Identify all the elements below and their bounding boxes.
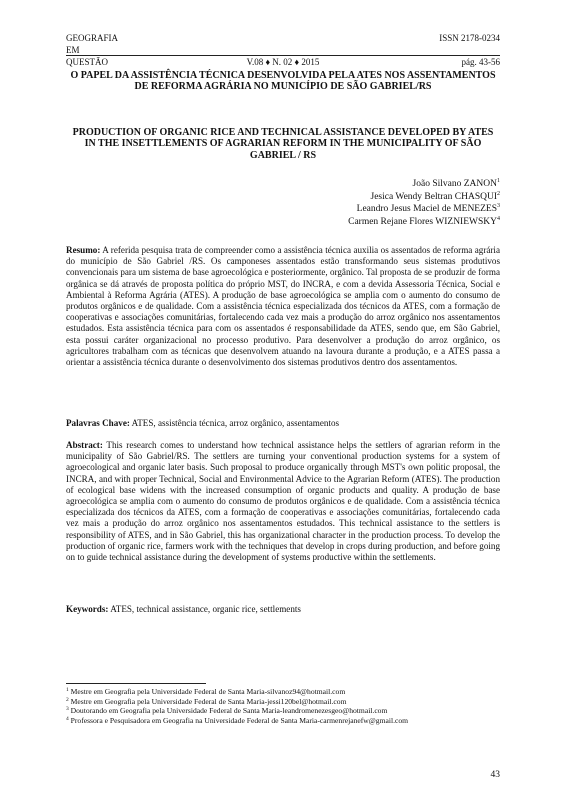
volume-info: V.08 ♦ N. 02 ♦ 2015 [246, 57, 320, 67]
footnote: $^1$ Mestre em Geografia pela Universidade Federal de Santa Maria-silvanoz94@hotmail.com [66, 687, 346, 696]
journal-name-questao: QUESTÃO [66, 57, 108, 67]
palavras-label: Palavras Chave: [66, 418, 130, 428]
author-list [200, 178, 500, 228]
palavras-text: ATES, assistência técnica, arroz orgânico, assentamentos [129, 418, 340, 428]
abstract-paragraph [66, 440, 500, 563]
resumo-paragraph [66, 245, 500, 368]
abstract-label: Abstract: [66, 440, 103, 450]
footnote: $^2$ Mestre em Geografia pela Universidade Federal de Santa Maria-jessi120bel@hotmail.com [66, 696, 347, 706]
footnote: $^4$ Professora e Pesquisadora em Geografia na Universidade Federal de Santa Maria-carmenrejanefw@gmail.com [66, 715, 409, 725]
keywords-text: ATES, technical assistance, organic rice, settlements [108, 604, 301, 614]
title-english: PRODUCTION OF ORGANIC RICE AND TECHNICAL ASSISTANCE DEVELOPED BY ATES IN THE INSETTLEMENTS OF AGRARIAN REFORM IN THE MUNICIPALITY OF SÃO GABRIEL / RS [72, 127, 494, 161]
abstract-text: This research comes to understand how technical assistance helps the settlers of agrarian reform in the municipality of São Gabriel/RS. The settlers are turning your conventional production systems for a system of agroecological and organic later basis. Such proposal to produce organically through MST's own politic proposal, the INCRA, and with proper Technical, Social and Environmental Advice to the Agrarian Reform (ATES). The production of ecological base widens with the increased consumption of organic products and quality. A produção de base agroecológica se amplia com o aumento do consumo de produtos orgânicos e de qualidade. Com a assistência técnica especializada dos técnicos da ATES, com a formação de cooperativas e associações comunitárias, fortalecendo cada vez mais a produção do arroz orgânico nos assentamentos estudados. This technical assistance to the settlers is responsibility of ATES, and in São Gabriel, this has organizational character in the production process. To develop the production of organic rice, farmers work with the techniques that develop in crops during production, and before going on to guide technical assistance during the development of systems productive within the settlements. [66, 440, 500, 563]
journal-name: GEOGRAFIA [66, 33, 119, 43]
author: Leandro Jesus Maciel de MENEZES$^3$ [356, 203, 500, 214]
page-range: pág. 43-56 [461, 57, 500, 67]
resumo-label: Resumo: [66, 245, 101, 255]
resumo-text: A referida pesquisa trata de compreender como a assistência técnica auxilia os assentados de reforma agrária do município de São Gabriel /RS. Os camponeses assentados estão transformando seus sistemas produtivos convencionais para um sistema de base agroecológica e posteriormente, orgânico. Tal proposta de se produzir de forma orgânica se dá através de proposta política do próprio MST, do INCRA, e com a devida Assessoria Técnica, Social e Ambiental à Reforma Agrária (ATES). A produção de base agroecológica se amplia com o aumento do consumo de produtos orgânicos e de qualidade. Com a assistência técnica especializada dos técnicos da ATES, com a formação de cooperativas e associações comunitárias, fortalecendo cada vez mais a produção do arroz orgânico nos assentamentos estudados. Esta assistência técnica para com os assentados é responsabilidade da ATES, sendo que, em São Gabriel, esta possui caráter organizacional no processo produtivo. Para desenvolver a produção do arroz orgânico, os agricultores trabalham com as técnicas que desenvolvem atuando na lavoura durante a produção, e a ATES passa a orientar a assistência técnica durante o desenvolvimento dos sistemas produtivos dentro dos assentamentos. [66, 245, 500, 368]
keywords [66, 604, 500, 615]
keywords-label: Keywords: [66, 604, 109, 614]
author: João Silvano ZANON$^1$ [412, 178, 500, 189]
author: Jesica Wendy Beltran CHASQUI$^2$ [370, 190, 500, 202]
footnote: $^3$ Doutorando em Geografia pela Universidade Federal de Santa Maria-leandromenezesgeo@hotmail.com [66, 706, 388, 716]
header-rule [66, 55, 500, 56]
palavras-chave [66, 418, 500, 429]
page-number: 43 [490, 770, 500, 780]
author: Carmen Rejane Flores WIZNIEWSKY$^4$ [348, 215, 500, 227]
footnotes [66, 687, 500, 725]
title-portuguese: O PAPEL DA ASSISTÊNCIA TÉCNICA DESENVOLVIDA PELA ATES NOS ASSENTAMENTOS DE REFORMA AGRÁRIA NO MUNICÍPIO DE SÃO GABRIEL/RS [70, 70, 496, 93]
footnote-rule [66, 683, 206, 684]
issn: ISSN 2178-0234 [439, 33, 500, 43]
journal-name-em: EM [66, 45, 80, 55]
